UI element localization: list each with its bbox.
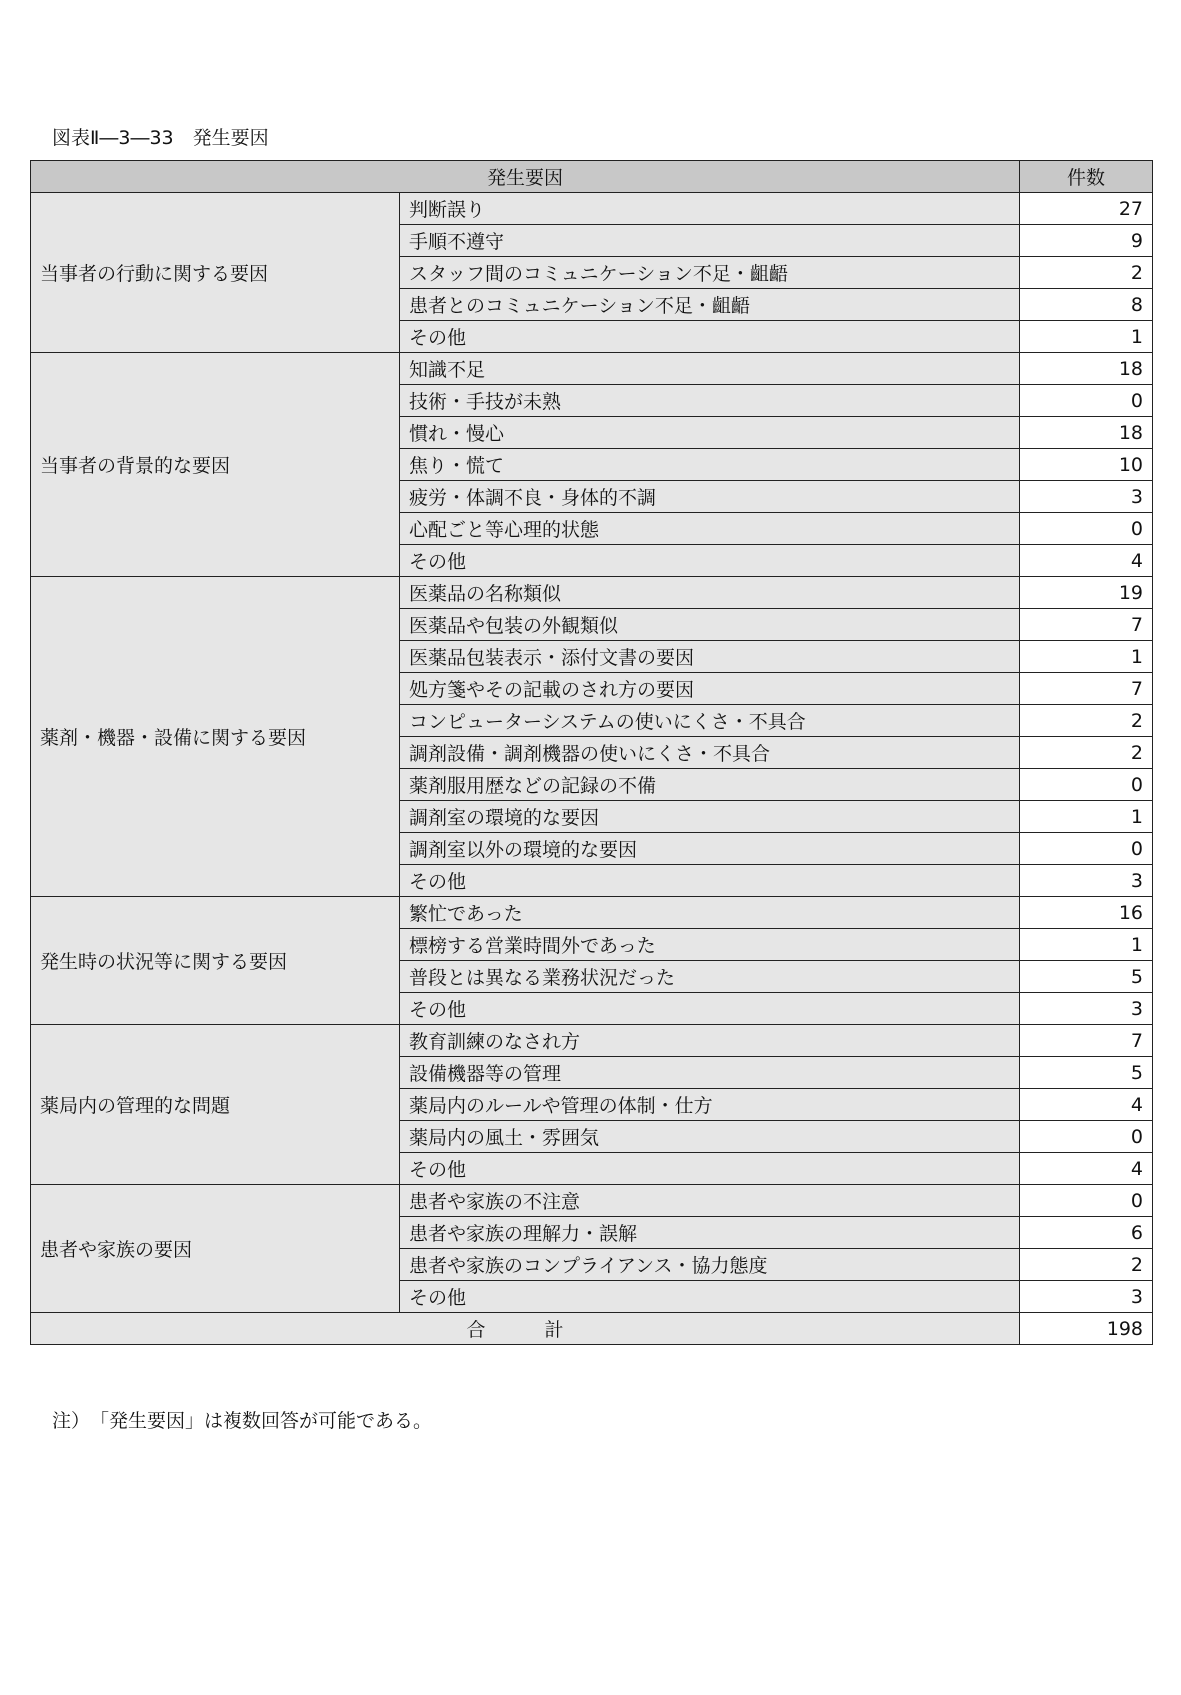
factor-table	[30, 160, 1153, 1345]
factor-count: 3	[1020, 865, 1153, 897]
factor-count: 2	[1020, 705, 1153, 737]
factor-count: 2	[1020, 257, 1153, 289]
total-label: 合 計	[31, 1313, 1020, 1345]
factor-item: 薬剤服用歴などの記録の不備	[400, 769, 1020, 801]
factor-count: 16	[1020, 897, 1153, 929]
factor-count: 5	[1020, 961, 1153, 993]
factor-item: 調剤設備・調剤機器の使いにくさ・不具合	[400, 737, 1020, 769]
total-row	[31, 1313, 1153, 1345]
factor-item: 患者とのコミュニケーション不足・齟齬	[400, 289, 1020, 321]
factor-count: 0	[1020, 833, 1153, 865]
table-row	[31, 577, 1153, 609]
factor-item: 調剤室以外の環境的な要因	[400, 833, 1020, 865]
factor-count: 0	[1020, 385, 1153, 417]
factor-item: その他	[400, 321, 1020, 353]
factor-item: 技術・手技が未熟	[400, 385, 1020, 417]
factor-item: その他	[400, 865, 1020, 897]
factor-count: 2	[1020, 737, 1153, 769]
factor-item: その他	[400, 1281, 1020, 1313]
factor-count: 8	[1020, 289, 1153, 321]
factor-count: 1	[1020, 321, 1153, 353]
factor-count: 5	[1020, 1057, 1153, 1089]
factor-count: 1	[1020, 641, 1153, 673]
factor-item: 医薬品包装表示・添付文書の要因	[400, 641, 1020, 673]
group-label: 当事者の背景的な要因	[31, 353, 400, 577]
factor-count: 6	[1020, 1217, 1153, 1249]
factor-item: 標榜する営業時間外であった	[400, 929, 1020, 961]
factor-item: スタッフ間のコミュニケーション不足・齟齬	[400, 257, 1020, 289]
factor-item: 患者や家族の理解力・誤解	[400, 1217, 1020, 1249]
group-label: 当事者の行動に関する要因	[31, 193, 400, 353]
header-row	[31, 161, 1153, 193]
factor-count: 0	[1020, 1185, 1153, 1217]
table-row	[31, 1185, 1153, 1217]
factor-count: 18	[1020, 417, 1153, 449]
total-value: 198	[1020, 1313, 1153, 1345]
factor-item: 患者や家族のコンプライアンス・協力態度	[400, 1249, 1020, 1281]
factor-count: 1	[1020, 801, 1153, 833]
table-title: 図表Ⅱ―3―33 発生要因	[52, 127, 269, 149]
factor-count: 3	[1020, 993, 1153, 1025]
factor-item: 薬局内の風土・雰囲気	[400, 1121, 1020, 1153]
factor-count: 4	[1020, 545, 1153, 577]
factor-item: 知識不足	[400, 353, 1020, 385]
factor-count: 0	[1020, 513, 1153, 545]
group-label: 患者や家族の要因	[31, 1185, 400, 1313]
factor-count: 4	[1020, 1153, 1153, 1185]
factor-item: 慣れ・慢心	[400, 417, 1020, 449]
factor-item: 繁忙であった	[400, 897, 1020, 929]
factor-count: 18	[1020, 353, 1153, 385]
factor-item: 設備機器等の管理	[400, 1057, 1020, 1089]
header-count: 件数	[1020, 161, 1153, 193]
factor-count: 0	[1020, 769, 1153, 801]
factor-count: 2	[1020, 1249, 1153, 1281]
table-row	[31, 1025, 1153, 1057]
table-row	[31, 193, 1153, 225]
factor-item: コンピューターシステムの使いにくさ・不具合	[400, 705, 1020, 737]
factor-item: 医薬品や包装の外観類似	[400, 609, 1020, 641]
factor-item: 疲労・体調不良・身体的不調	[400, 481, 1020, 513]
factor-item: 判断誤り	[400, 193, 1020, 225]
factor-item: 薬局内のルールや管理の体制・仕方	[400, 1089, 1020, 1121]
factor-item: その他	[400, 993, 1020, 1025]
group-label: 薬局内の管理的な問題	[31, 1025, 400, 1185]
factor-count: 1	[1020, 929, 1153, 961]
factor-item: 調剤室の環境的な要因	[400, 801, 1020, 833]
factor-item: 患者や家族の不注意	[400, 1185, 1020, 1217]
factor-count: 7	[1020, 609, 1153, 641]
factor-item: 教育訓練のなされ方	[400, 1025, 1020, 1057]
factor-count: 27	[1020, 193, 1153, 225]
factor-count: 19	[1020, 577, 1153, 609]
factor-item: その他	[400, 1153, 1020, 1185]
factor-item: 医薬品の名称類似	[400, 577, 1020, 609]
factor-count: 9	[1020, 225, 1153, 257]
factor-count: 7	[1020, 673, 1153, 705]
factor-item: 心配ごと等心理的状態	[400, 513, 1020, 545]
factor-count: 3	[1020, 1281, 1153, 1313]
factor-count: 3	[1020, 481, 1153, 513]
factor-count: 4	[1020, 1089, 1153, 1121]
table-row	[31, 353, 1153, 385]
footnote: 注） 「発生要因」は複数回答が可能である。	[52, 1410, 433, 1432]
factor-count: 0	[1020, 1121, 1153, 1153]
factor-count: 10	[1020, 449, 1153, 481]
factor-count: 7	[1020, 1025, 1153, 1057]
factor-item: 手順不遵守	[400, 225, 1020, 257]
factor-item: 普段とは異なる業務状況だった	[400, 961, 1020, 993]
table-row	[31, 897, 1153, 929]
header-factor: 発生要因	[31, 161, 1020, 193]
factor-item: 焦り・慌て	[400, 449, 1020, 481]
group-label: 発生時の状況等に関する要因	[31, 897, 400, 1025]
factor-item: その他	[400, 545, 1020, 577]
group-label: 薬剤・機器・設備に関する要因	[31, 577, 400, 897]
factor-item: 処方箋やその記載のされ方の要因	[400, 673, 1020, 705]
